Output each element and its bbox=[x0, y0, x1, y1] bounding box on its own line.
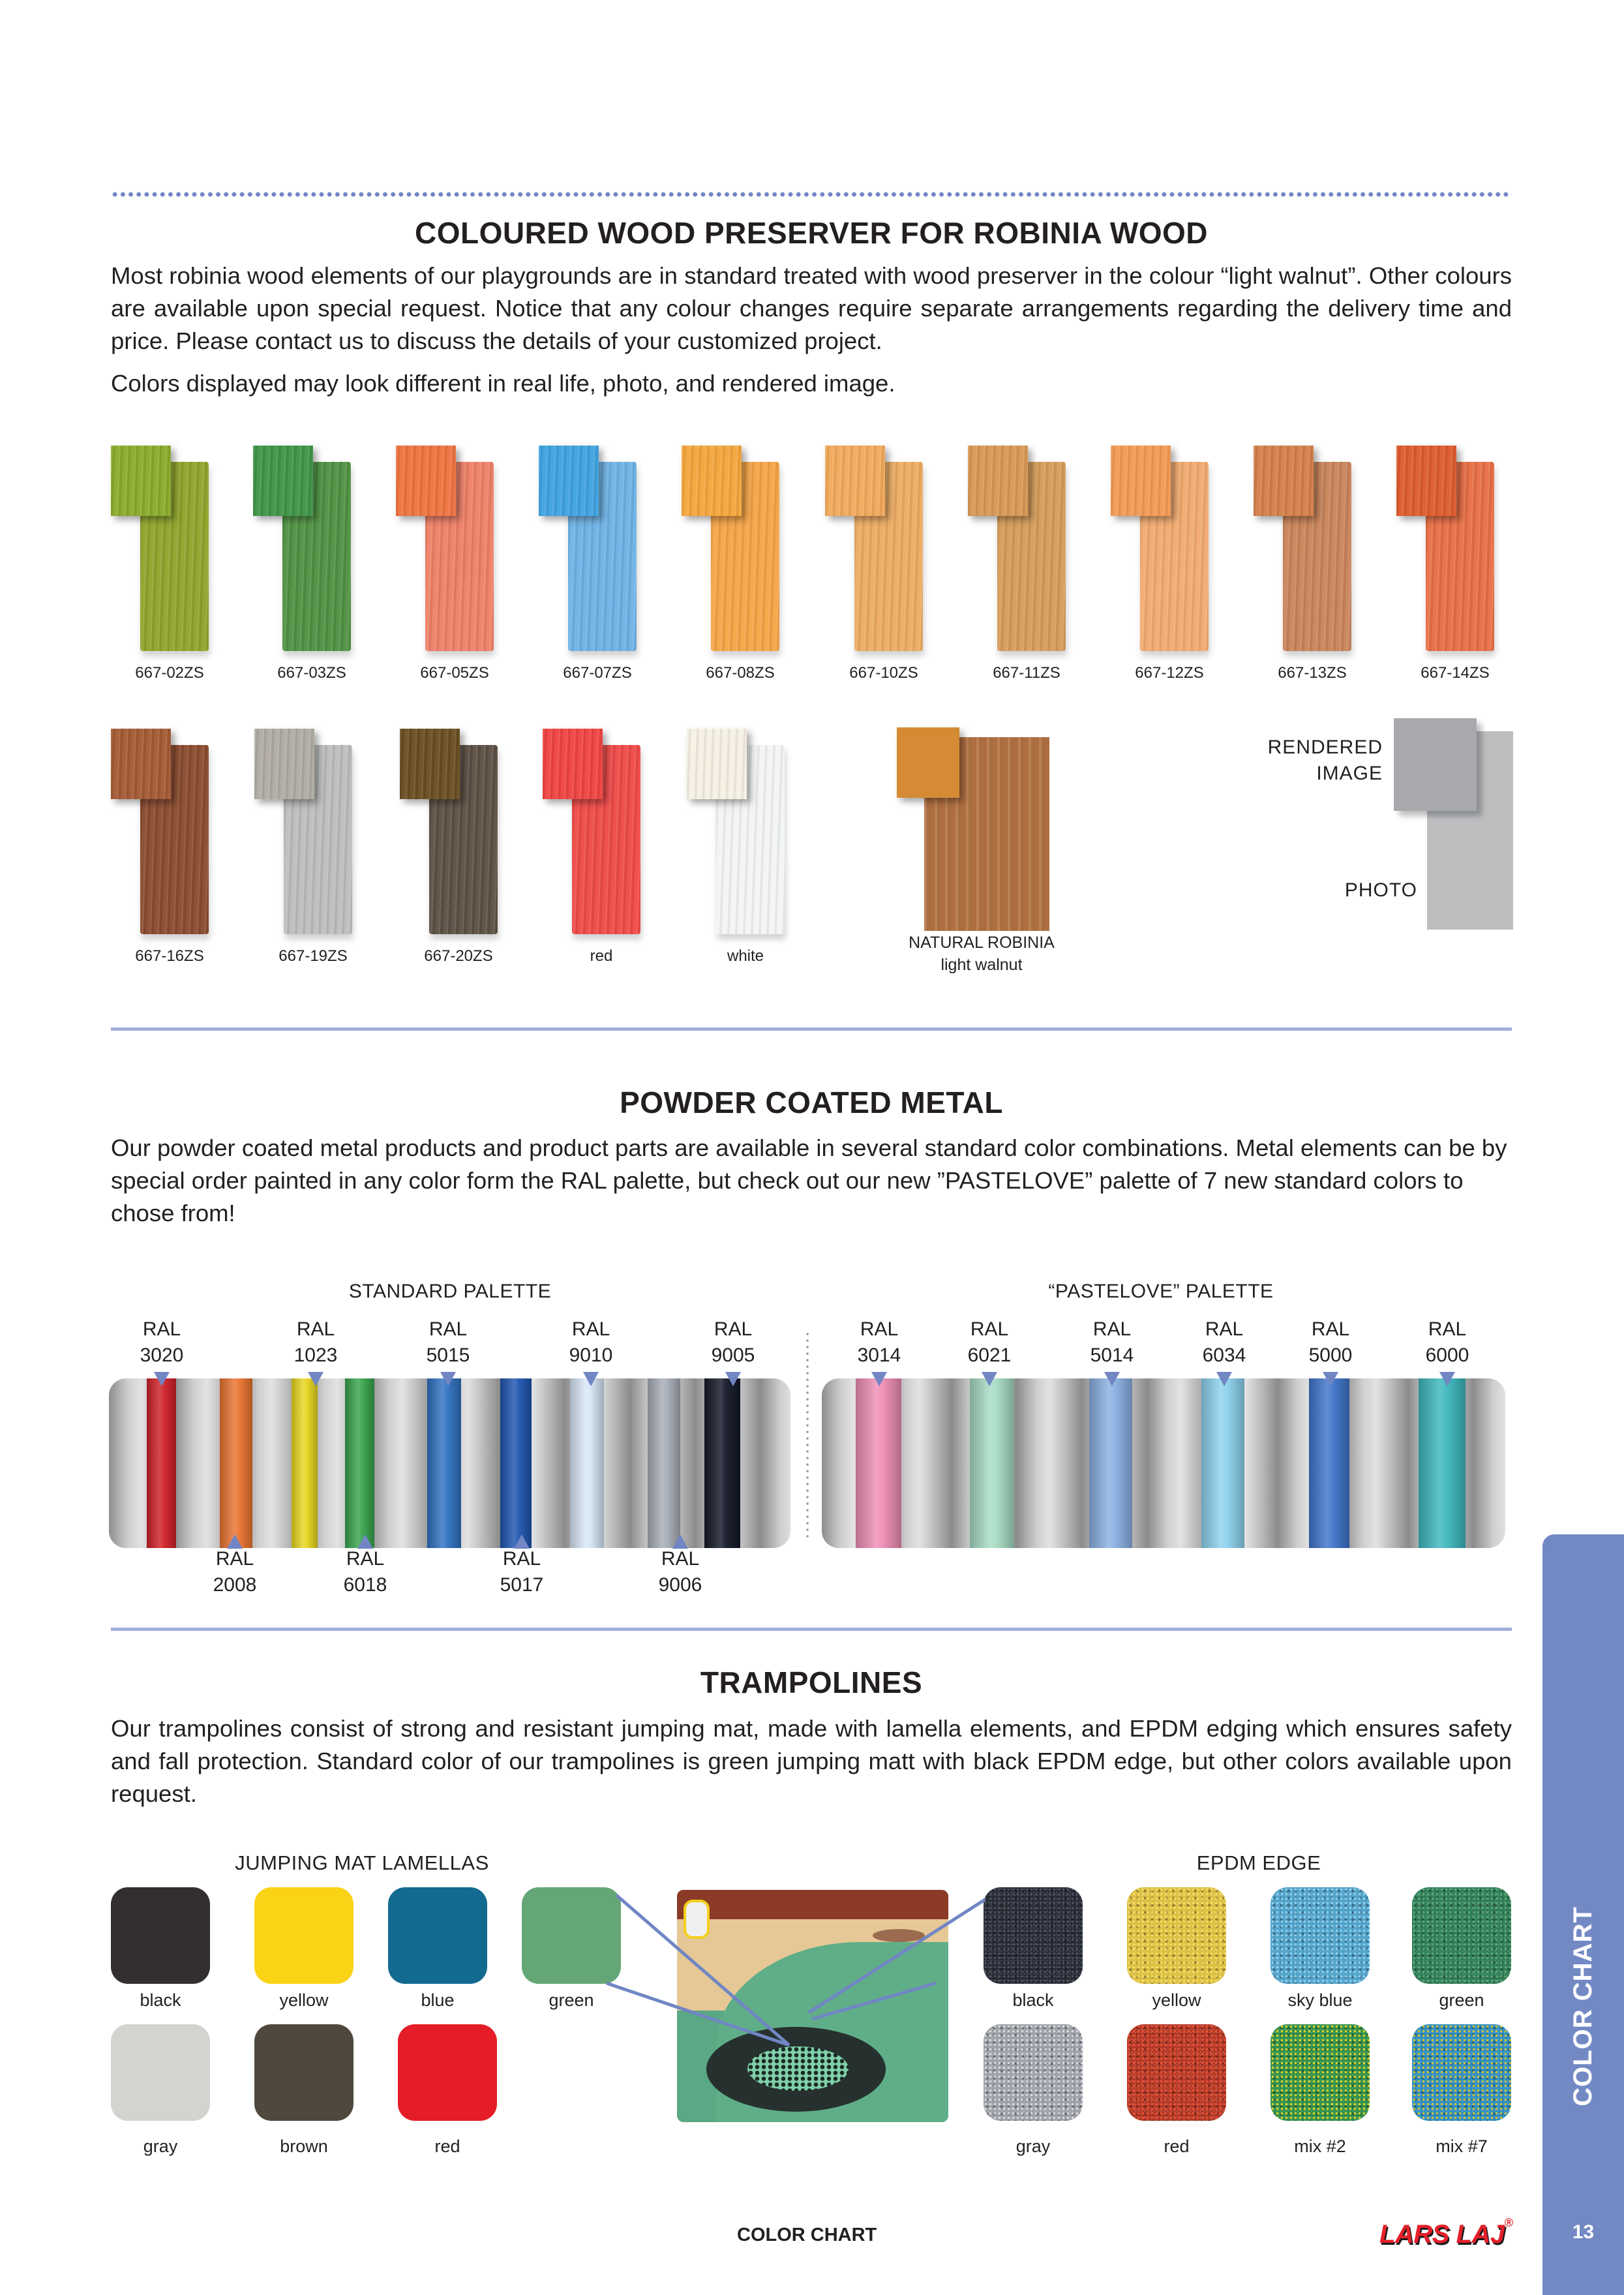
pastelove-palette-label: “PASTELOVE” PALETTE bbox=[1048, 1281, 1274, 1302]
ral-prefix: RAL bbox=[1092, 1318, 1132, 1340]
ral-code: 9006 bbox=[658, 1574, 702, 1596]
wood-swatch-label: 667-19ZS bbox=[278, 947, 348, 965]
ral-code: 2008 bbox=[213, 1574, 257, 1596]
ral-prefix: RAL bbox=[346, 1548, 385, 1570]
trampolines-section-paragraph: Our trampolines consist of strong and resistant jumping mat, made with lamella elements, and EPDM edging which ensures safety and fall protection. Standard color of our trampolines is green jumping matt with black EPDM edge, but other colors available upon request. bbox=[111, 1715, 1512, 1807]
natural-robinia-title: NATURAL ROBINIA bbox=[909, 934, 1055, 952]
ral-code: 9005 bbox=[711, 1345, 755, 1366]
ral-code: 6000 bbox=[1425, 1345, 1469, 1366]
wood-swatch-label: 667-08ZS bbox=[706, 664, 775, 682]
lamella-label: brown bbox=[280, 2136, 328, 2156]
ral-prefix: RAL bbox=[502, 1548, 541, 1570]
brand-logo bbox=[1379, 2216, 1513, 2249]
ral-code: 6021 bbox=[967, 1345, 1012, 1366]
wood-swatch-label: 667-20ZS bbox=[424, 947, 493, 965]
footer-title: COLOR CHART bbox=[737, 2225, 877, 2245]
wood-section-paragraph: Most robinia wood elements of our playgrounds are in standard treated with wood preserver in the colour “light walnut”. Other colours are available upon special request. Notice that any colour changes require separate arrangements regarding the delivery time and price. Please contact us to discuss the details of your customized project. bbox=[111, 262, 1512, 354]
metal-section-title: POWDER COATED METAL bbox=[620, 1086, 1003, 1119]
wood-swatch-label: 667-11ZS bbox=[993, 664, 1060, 682]
epdm-label: red bbox=[1164, 2136, 1190, 2156]
ral-prefix: RAL bbox=[429, 1318, 468, 1340]
wood-swatch-label: 667-12ZS bbox=[1135, 664, 1204, 682]
metal-section-paragraph: Our powder coated metal products and product parts are available in several standard color combinations. Metal elements can be by special order painted in any color form the RAL palette, but check out our new ”PASTELOVE” palette of 7 new standard colors to chose from! bbox=[111, 1134, 1507, 1226]
jumping-mat-lamellas-label: JUMPING MAT LAMELLAS bbox=[235, 1851, 489, 1874]
ral-prefix: RAL bbox=[970, 1318, 1009, 1340]
epdm-label: black bbox=[1012, 1990, 1054, 2010]
lamella-label: black bbox=[140, 1990, 181, 2010]
photo-label: PHOTO bbox=[1344, 879, 1417, 901]
lamella-label: green bbox=[549, 1990, 594, 2010]
ral-code: 6034 bbox=[1202, 1345, 1246, 1366]
side-tab-title-text: COLOR CHART bbox=[1569, 1906, 1597, 2106]
ral-code: 5014 bbox=[1090, 1345, 1134, 1366]
natural-robinia-subtitle: light walnut bbox=[940, 956, 1023, 974]
ral-prefix: RAL bbox=[142, 1318, 181, 1340]
wood-swatch-label: 667-02ZS bbox=[135, 664, 204, 682]
wood-swatch-label: 667-16ZS bbox=[135, 947, 204, 965]
ral-prefix: RAL bbox=[1311, 1318, 1350, 1340]
lamella-label: yellow bbox=[279, 1990, 329, 2010]
epdm-label: mix #2 bbox=[1294, 2136, 1346, 2156]
registered-mark: ® bbox=[1504, 2216, 1513, 2229]
ral-code: 5015 bbox=[426, 1345, 470, 1366]
ral-prefix: RAL bbox=[1205, 1318, 1244, 1340]
wood-section-title: COLOURED WOOD PRESERVER FOR ROBINIA WOOD bbox=[414, 216, 1209, 250]
epdm-label: gray bbox=[1015, 2136, 1051, 2156]
ral-code: 5017 bbox=[500, 1574, 544, 1596]
ral-prefix: RAL bbox=[296, 1318, 335, 1340]
lamella-label: blue bbox=[421, 1990, 455, 2010]
wood-swatch-label: 667-13ZS bbox=[1278, 664, 1347, 682]
ral-prefix: RAL bbox=[215, 1548, 254, 1570]
wood-swatch-label: 667-05ZS bbox=[420, 664, 489, 682]
ral-prefix: RAL bbox=[860, 1318, 899, 1340]
lamella-label: red bbox=[434, 2136, 460, 2156]
epdm-label: mix #7 bbox=[1436, 2136, 1488, 2156]
wood-swatch-label: 667-03ZS bbox=[277, 664, 346, 682]
side-tab-title bbox=[1542, 1898, 1624, 2114]
ral-prefix: RAL bbox=[1428, 1318, 1467, 1340]
ral-code: 3014 bbox=[857, 1345, 901, 1366]
wood-section-note: Colors displayed may look different in real life, photo, and rendered image. bbox=[111, 370, 895, 397]
epdm-label: green bbox=[1439, 1990, 1484, 2010]
epdm-edge-label: EPDM EDGE bbox=[1196, 1851, 1321, 1874]
lamella-label: gray bbox=[143, 2136, 178, 2156]
ral-code: 5000 bbox=[1308, 1345, 1353, 1366]
wood-swatch-label: red bbox=[590, 947, 613, 965]
page-number: 13 bbox=[1572, 2221, 1595, 2243]
ral-prefix: RAL bbox=[661, 1548, 700, 1570]
ral-code: 9010 bbox=[569, 1345, 613, 1366]
ral-code: 3020 bbox=[140, 1345, 184, 1366]
trampolines-section-title: TRAMPOLINES bbox=[700, 1665, 923, 1699]
wood-swatch-label: 667-10ZS bbox=[849, 664, 918, 682]
ral-prefix: RAL bbox=[571, 1318, 610, 1340]
ral-code: 6018 bbox=[343, 1574, 387, 1596]
wood-swatch-label: 667-07ZS bbox=[563, 664, 632, 682]
standard-palette-label: STANDARD PALETTE bbox=[348, 1281, 552, 1302]
brand-name: LARS LAJ bbox=[1379, 2220, 1505, 2249]
wood-swatch-label: 667-14ZS bbox=[1421, 664, 1490, 682]
rendered-label-line1: RENDERED bbox=[1267, 737, 1383, 758]
epdm-label: sky blue bbox=[1287, 1990, 1353, 2010]
ral-code: 1023 bbox=[293, 1345, 338, 1366]
rendered-label-line2: IMAGE bbox=[1316, 763, 1383, 784]
ral-prefix: RAL bbox=[714, 1318, 753, 1340]
epdm-label: yellow bbox=[1152, 1990, 1201, 2010]
wood-swatch-label: white bbox=[727, 947, 764, 965]
